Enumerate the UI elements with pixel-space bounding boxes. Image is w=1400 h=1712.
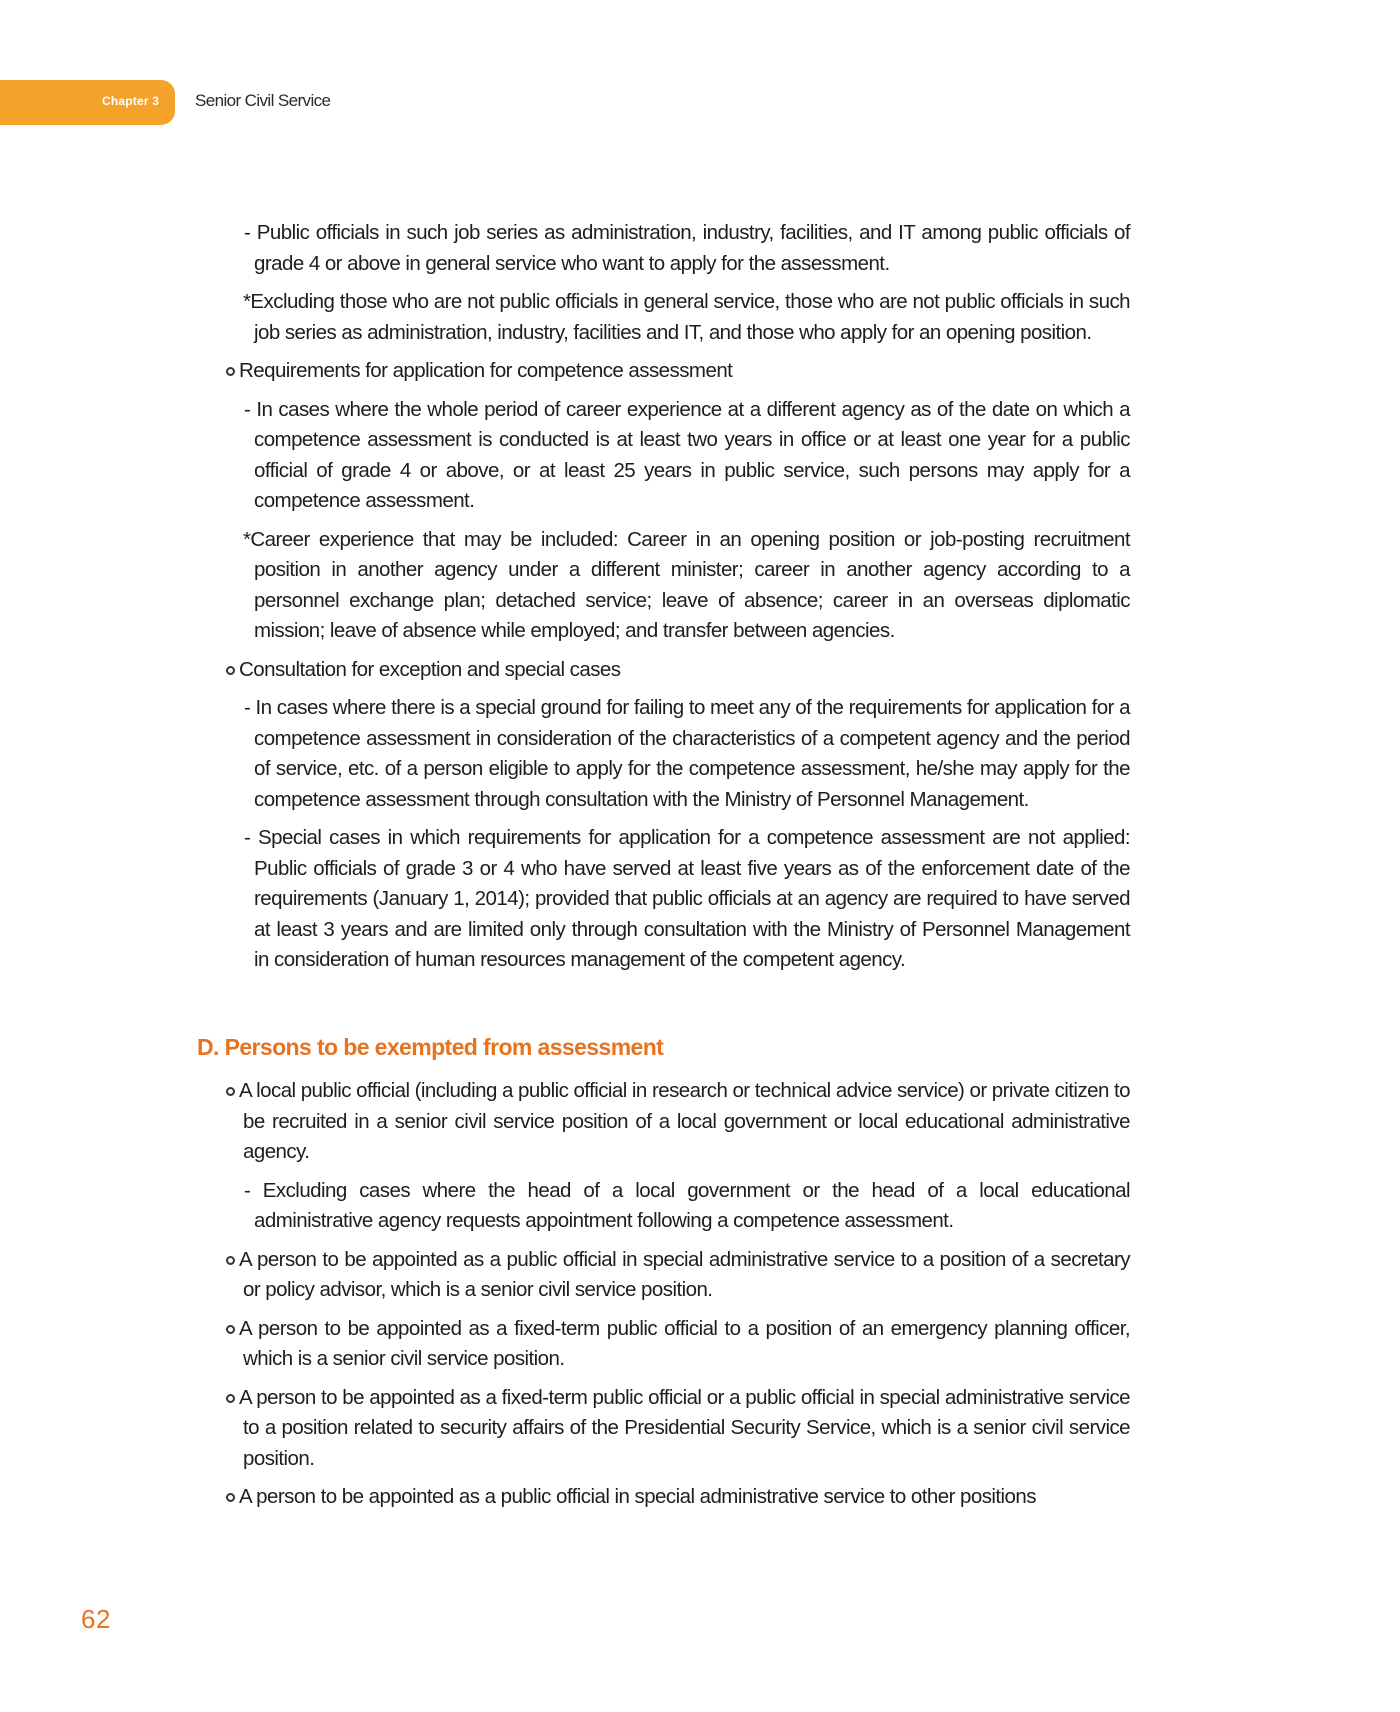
- running-title: Senior Civil Service: [195, 91, 331, 110]
- bullet-item: [226, 1383, 1130, 1475]
- chapter-label: Chapter 3: [102, 94, 160, 108]
- paragraph-note: *Career experience that may be included: Career in an opening position or job-posting recruitment position in another agency under a different minister; career in another agency according to a personnel exchange plan; detached service; leave of absence; career in an overseas diplomatic mission; leave of absence while employed; and transfer between agencies.: [243, 527, 1130, 642]
- bullet-item: [226, 1076, 1130, 1168]
- circle-bullet-icon: [226, 367, 235, 376]
- bullet-item: [226, 1314, 1130, 1375]
- circle-bullet-icon: [226, 1087, 235, 1096]
- section-heading: D. Persons to be exempted from assessment: [197, 1033, 664, 1060]
- bullet-item-text: A person to be appointed as a public official in special administrative service to other positions: [239, 1485, 1036, 1508]
- paragraph-dash-item: - Excluding cases where the head of a local government or the head of a local educational administrative agency requests appointment following a competence assessment.: [244, 1178, 1130, 1232]
- bullet-item: [226, 356, 1130, 387]
- bullet-item-text: A person to be appointed as a public official in special administrative service to a position of a secretary or policy advisor, which is a senior civil service position.: [239, 1247, 1130, 1301]
- circle-bullet-icon: [226, 1256, 235, 1265]
- paragraph-dash-item: - Public officials in such job series as administration, industry, facilities, and IT among public officials of grade 4 or above in general service who want to apply for the assessment.: [244, 221, 1130, 275]
- circle-bullet-icon: [226, 1325, 235, 1334]
- paragraph-dash-item: - In cases where the whole period of career experience at a different agency as of the date on which a competence assessment is conducted is at least two years in office or at least one year for a public official of grade 4 or above, or at least 25 years in public service, such persons may apply for a competence assessment.: [244, 397, 1130, 512]
- circle-bullet-icon: [226, 666, 235, 675]
- page-body: [197, 218, 1130, 1521]
- paragraph-note: *Excluding those who are not public officials in general service, those who are not public officials in such job series as administration, industry, facilities and IT, and those who apply for an opening position.: [243, 290, 1130, 344]
- bullet-item: [226, 1482, 1130, 1513]
- circle-bullet-icon: [226, 1493, 235, 1502]
- bullet-item-text: Requirements for application for competence assessment: [239, 359, 733, 382]
- bullet-item-text: A local public official (including a public official in research or technical advice service) or private citizen to be recruited in a senior civil service position of a local government or local educational administrative agency.: [239, 1079, 1130, 1163]
- bullet-item-text: A person to be appointed as a fixed-term public official or a public official in special administrative service to a position related to security affairs of the Presidential Security Service, which is a senior civil service position.: [239, 1385, 1130, 1470]
- bullet-item: [226, 1245, 1130, 1306]
- paragraph-dash-item: - In cases where there is a special ground for failing to meet any of the requirements for application for a competence assessment in consideration of the characteristics of a competent agency and the period of service, etc. of a person eligible to apply for the competence assessment, he/she may apply for the competence assessment through consultation with the Ministry of Personnel Management.: [244, 696, 1130, 811]
- paragraph-dash-item: - Special cases in which requirements for application for a competence assessment are not applied: Public officials of grade 3 or 4 who have served at least five years as of the enforcement date of the requirements (January 1, 2014); provided that public officials at an agency are required to have served at least 3 years and are limited only through consultation with the Ministry of Personnel Management in consideration of human resources management of the competent agency.: [244, 826, 1130, 971]
- bullet-item: [226, 655, 1130, 686]
- circle-bullet-icon: [226, 1394, 235, 1403]
- page-number: 62: [81, 1604, 111, 1634]
- bullet-item-text: A person to be appointed as a fixed-term public official to a position of an emergency planning officer, which is a senior civil service position.: [239, 1316, 1130, 1370]
- bullet-item-text: Consultation for exception and special cases: [239, 657, 621, 681]
